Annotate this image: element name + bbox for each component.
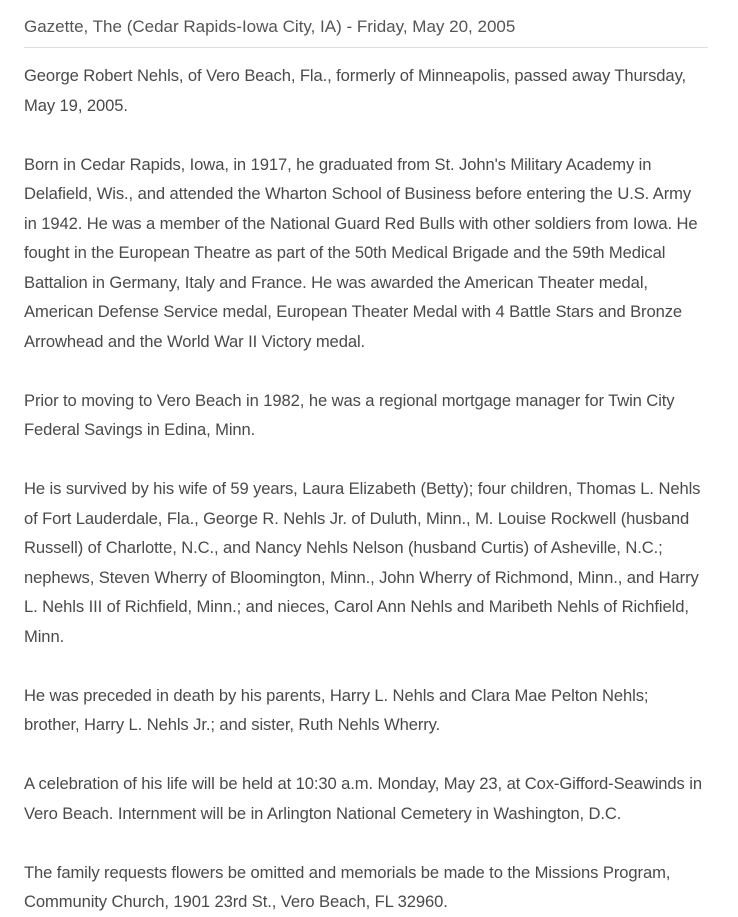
source-header: Gazette, The (Cedar Rapids-Iowa City, IA) - Friday, May 20, 2005	[24, 15, 708, 48]
article-paragraph: George Robert Nehls, of Vero Beach, Fla., formerly of Minneapolis, passed away Thursday, May 19, 2005.	[24, 66, 687, 115]
article-paragraph: He was preceded in death by his parents, Harry L. Nehls and Clara Mae Pelton Nehls; brother, Harry L. Nehls Jr.; and sister, Ruth Nehls Wherry.	[24, 685, 649, 734]
article-paragraph: Born in Cedar Rapids, Iowa, in 1917, he graduated from St. John's Military Academy in Delafield, Wis., and attended the Wharton School of Business before entering the U.S. Army in 1942. He was a member of the National Guard Red Bulls with other soldiers from Iowa. He fought in the European Theatre as part of the 50th Medical Brigade and the 59th Medical Battalion in Germany, Italy and France. He was awarded the American Theater medal, American Defense Service medal, European Theater Medal with 4 Battle Stars and Bronze Arrowhead and the World War II Victory medal.	[24, 154, 698, 351]
article-paragraph: The family requests flowers be omitted and memorials be made to the Missions Program, Community Church, 1901 23rd St., Vero Beach, FL 32960.	[24, 862, 671, 911]
article-paragraph: He is survived by his wife of 59 years, Laura Elizabeth (Betty); four children, Thomas L. Nehls of Fort Lauderdale, Fla., George R. Nehls Jr. of Duluth, Minn., M. Louise Rockwell (husband Russell) of Charlotte, N.C., and Nancy Nehls Nelson (husband Curtis) of Asheville, N.C.; nephews, Steven Wherry of Bloomington, Minn., John Wherry of Richmond, Minn., and Harry L. Nehls III of Richfield, Minn.; and nieces, Carol Ann Nehls and Maribeth Nehls of Richfield, Minn.	[24, 479, 701, 646]
article-paragraph: A celebration of his life will be held at 10:30 a.m. Monday, May 23, at Cox-Gifford-Seawinds in Vero Beach. Internment will be in Arlington National Cemetery in Washington, D.C.	[24, 774, 702, 823]
obituary-article	[24, 61, 708, 917]
article-paragraph: Prior to moving to Vero Beach in 1982, he was a regional mortgage manager for Twin City Federal Savings in Edina, Minn.	[24, 390, 675, 439]
